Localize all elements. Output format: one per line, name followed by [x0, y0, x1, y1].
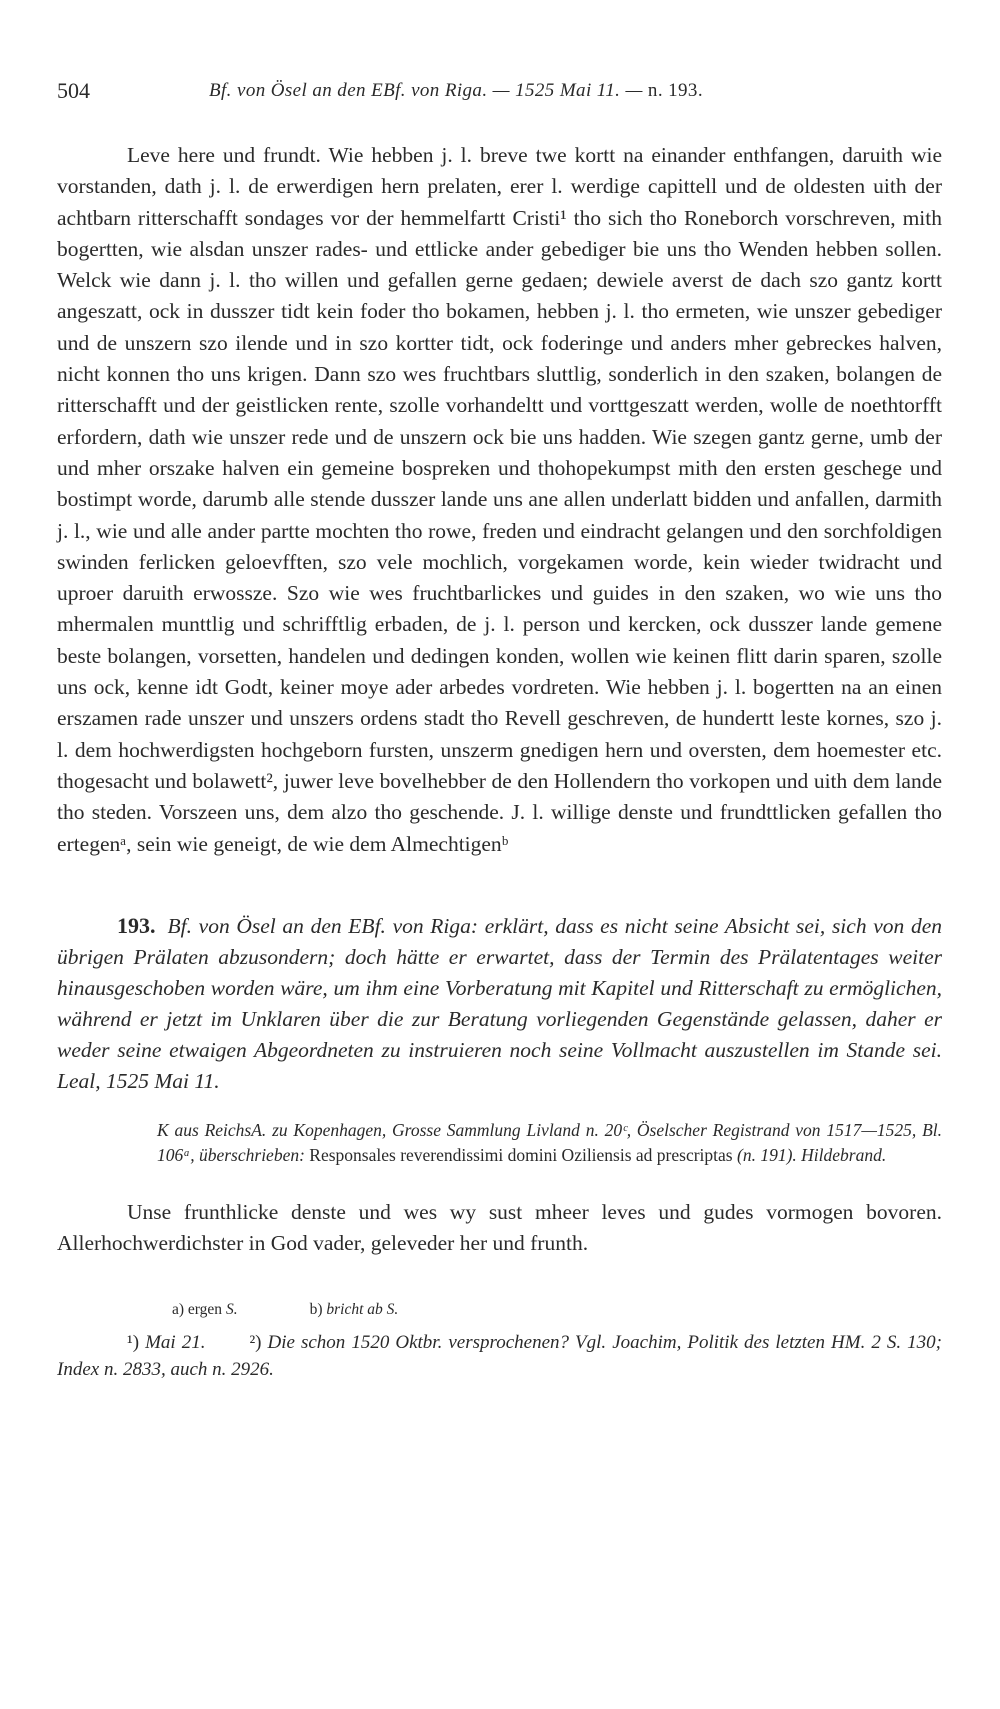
variant-note-b-mark: b) [309, 1301, 327, 1319]
running-title-main: Bf. von Ösel an den EBf. von Riga. — 1525 Mai 11. — [209, 80, 648, 101]
footnote-2-text: Die schon 1520 Oktbr. versprochenen? Vgl. Joachim, Politik des letzten HM. 2 S. 130; Index n. 2833, auch n. 2926. [57, 1332, 942, 1381]
variant-notes [172, 1299, 942, 1321]
variant-note-a-mark: a) ergen [172, 1301, 226, 1319]
source-note-archive: K aus ReichsA. zu Kopenhagen, Grosse Sammlung Livland n. 20ᶜ, Öselscher Registrand von 1517—1525, Bl. 106ᵃ, überschrieben: [157, 1120, 942, 1165]
footnotes [57, 1329, 942, 1383]
footnote-2-mark: ²) [249, 1332, 268, 1354]
source-note [157, 1118, 942, 1167]
letter-193-text: Unse frunthlicke denste und wes wy sust mheer leves und gudes vormogen bovoren. Allerhochwerdichster in God vader, geleveder her und frunth. [57, 1200, 942, 1256]
footnote-1-text: Mai 21. [145, 1332, 206, 1354]
variant-note-a-source: S. [225, 1301, 238, 1319]
page-number: 504 [57, 78, 90, 103]
entry-summary: Bf. von Ösel an den EBf. von Riga: erklärt, dass es nicht seine Absicht sei, sich von den übrigen Prälaten abzusondern; doch hätte er erwartet, dass der Termin des Prälatentages weiter hinausgeschoben worden wäre, um ihm eine Vorberatung mit Kapitel und Ritterschaft zu ermöglichen, während er jetzt im Unklaren über die zur Beratung vorliegenden Gegenstände gelassen, daher er weder seine etwaigen Abgeordneten zu instruieren noch seine Vollmacht auszustellen im Stande sei. Leal, 1525 Mai 11. [57, 913, 942, 1093]
entry-193-heading [57, 910, 942, 1097]
entry-number: 193. [117, 912, 156, 938]
variant-note-b-text: bricht ab S. [326, 1301, 399, 1319]
letter-192-text: Leve here und frundt. Wie hebben j. l. breve twe kortt na einander enthfangen, daruith wie vorstanden, dath j. l. de erwerdigen hern prelaten, erer l. werdige capittell und de oldesten uith der achtbarn ritterschafft sondages vor der hemmelfartt Cristi¹ tho sich tho Roneborch vorschreven, mith bogertten, wie alsdan unszer rades- und ettlicke ander gebediger bie uns tho Wenden hebben sollen. Welck wie dann j. l. tho willen und gefallen gerne gedaen; dewiele averst de dach szo gantz kortt angeszatt, ock in dusszer tidt kein foder tho bokamen, hebben j. l. tho ermeten, wie unszer gebediger und de unszern szo ilende und in szo kortter tidt, ock foderinge und anders mher gebreckes halven, nicht konnen tho uns krigen. Dann szo wes fruchtbars sluttlig, sonderlich in den szaken, bolangen de ritterschafft und der geistlicken rente, szolle vorhandeltt und vorttgeszatt werden, wolle de noethtorfft erfordern, dath wie unszer rede und de unszern ock bie uns hadden. Wie szegen gantz gerne, umb der und mher orszake halven ein gemeine bospreken und thohopekumpst mith den ersten geschege und bostimpt worde, darumb alle stende dusszer lande uns ane allen underlatt bidden und anfallen, darmith j. l., wie und alle ander partte mochten tho rowe, freden und eindracht gelangen und den sorchfoldigen swinden ferlicken geloevfften, szo vele mochlich, vorgekamen worde, kein wieder twidracht und uproer daruith erwossze. Szo wie wes fruchtbarlickes und guides in den szaken, wo wie uns tho mhermalen munttlig und schrifftlig erbaden, de j. l. person und kercken, ock dusszer lande gemene beste bolangen, vorsetten, handelen und dedingen konden, wollen wie keinen flitt darin sparen, szolle uns ock, kenne idt Godt, keiner moye ader arbedes vordreten. Wie hebben j. l. bogertten na an einen erszamen rade unszer und unszers ordens stadt tho Revell geschreven, de hundertt leste kornes, szo j. l. dem hochwerdigsten hochgeborn fursten, unszerm gnedigen hern und oversten, dem hoemester etc. thogesacht und bolawett², juwer leve bovelhebber de den Hollendern tho vorkopen und uith dem lande tho steden. Vorszeen uns, dem alzo tho geschende. J. l. willige denste und frundttlicken gefallen tho ertegenᵃ, sein wie geneigt, de wie dem Almechtigenᵇ [57, 143, 942, 856]
running-title [209, 80, 703, 102]
footnote-1-mark: ¹) [127, 1332, 146, 1354]
source-note-ref: (n. 191). Hildebrand. [732, 1144, 887, 1165]
running-title-number: n. 193. [647, 80, 703, 101]
source-note-heading: Responsales reverendissimi domini Oziliensis ad prescriptas [309, 1144, 733, 1165]
running-head [57, 78, 942, 108]
